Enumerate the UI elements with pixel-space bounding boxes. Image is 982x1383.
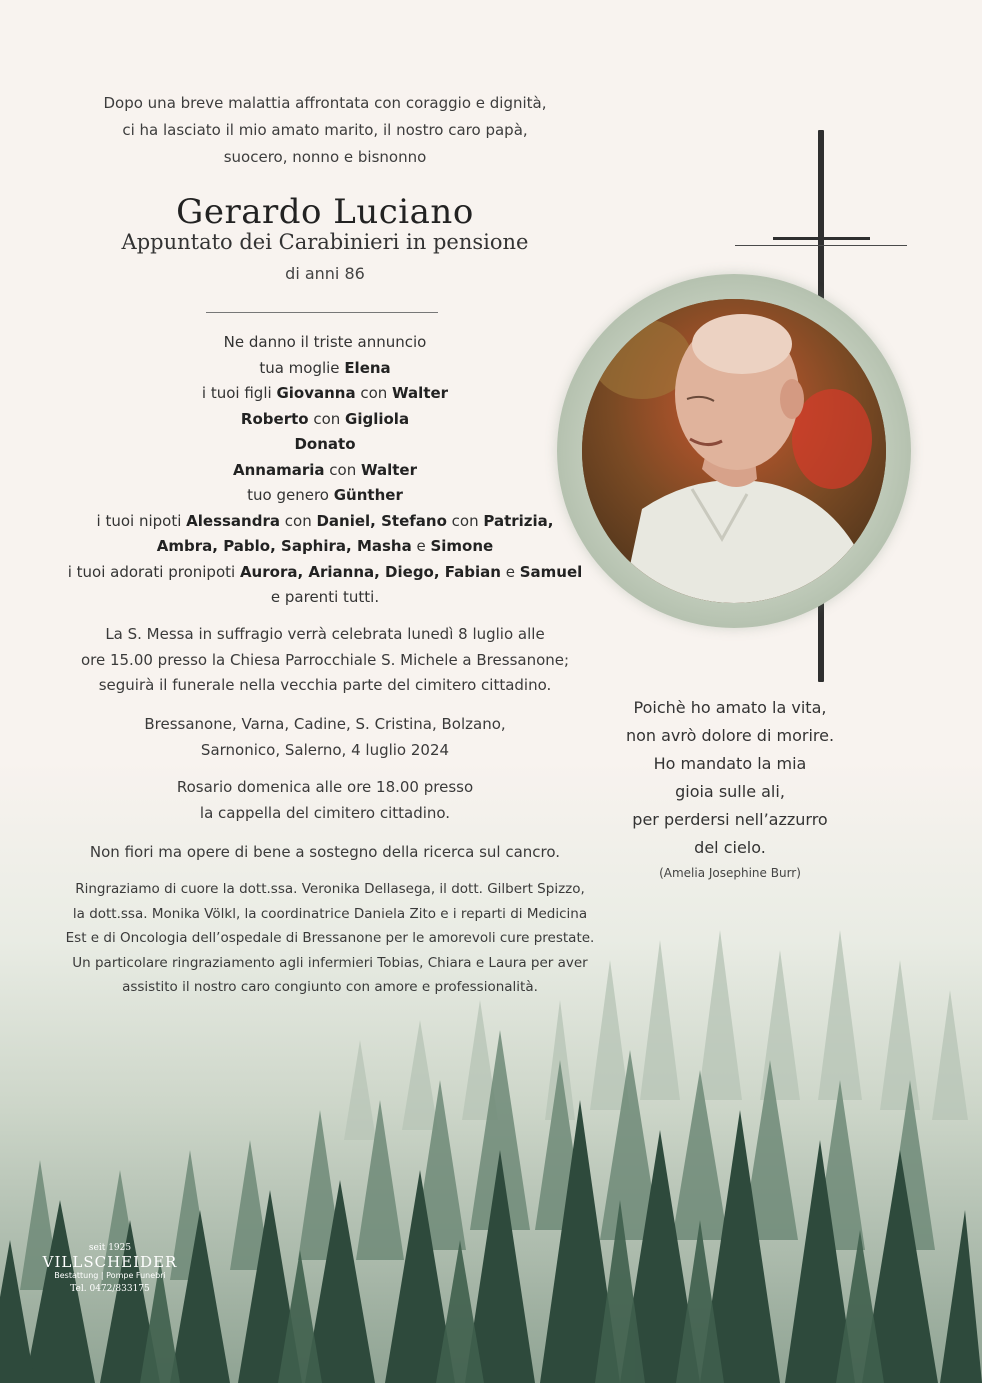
poem-line: per perdersi nell’azzurro xyxy=(632,810,828,829)
poem-author: (Amelia Josephine Burr) xyxy=(659,866,801,880)
rosary-line: Rosario domenica alle ore 18.00 presso xyxy=(176,778,474,796)
family-line: i tuoi adorati pronipoti Aurora, Arianna, Diego, Fabian e Samuel xyxy=(67,562,583,581)
cross-horizontal-line xyxy=(735,245,907,246)
intro-text xyxy=(80,90,570,171)
thanks-line: Ringraziamo di cuore la dott.ssa. Veronika Dellasega, il dott. Gilbert Spizzo, xyxy=(75,881,585,897)
family-line: tuo genero Günther xyxy=(247,486,403,504)
family-line: Roberto con Gigliola xyxy=(240,409,410,428)
family-line: e parenti tutti. xyxy=(270,588,380,606)
poem-line: del cielo. xyxy=(694,838,766,857)
thanks-line: la dott.ssa. Monika Völkl, la coordinatrice Daniela Zito e i reparti di Medicina xyxy=(72,905,588,922)
deceased-title: Appuntato dei Carabinieri in pensione xyxy=(121,230,529,254)
mass-info xyxy=(60,622,590,699)
intro-line: ci ha lasciato il mio amato marito, il nostro caro papà, xyxy=(122,121,528,139)
funeral-home-logo xyxy=(40,1243,180,1294)
family-line: Donato xyxy=(294,435,356,453)
flowers-note: Non fiori ma opere di bene a sostegno della ricerca sul cancro. xyxy=(89,843,561,861)
family-line: i tuoi nipoti Alessandra con Daniel, Stefano con Patrizia, xyxy=(96,511,554,530)
family-line: Ambra, Pablo, Saphira, Masha e Simone xyxy=(156,537,494,555)
thanks-line: Est e di Oncologia dell’ospedale di Bressanone per le amorevoli cure prestate. xyxy=(65,930,595,946)
logo-since: seit 1925 xyxy=(88,1243,132,1253)
cross-horizontal-beam xyxy=(773,237,870,240)
thanks-line: Un particolare ringraziamento agli infermieri Tobias, Chiara e Laura per aver xyxy=(72,954,588,971)
family-announcement xyxy=(60,330,590,611)
thanks-text xyxy=(60,877,600,1000)
thanks-line: assistito il nostro caro congiunto con amore e professionalità. xyxy=(122,979,538,995)
family-line: Annamaria con Walter xyxy=(233,460,417,479)
poem-line: gioia sulle ali, xyxy=(675,782,785,801)
poem-line: non avrò dolore di morire. xyxy=(625,726,835,745)
portrait-photo xyxy=(582,299,886,603)
places-line: Sarnonico, Salerno, 4 luglio 2024 xyxy=(200,740,450,759)
rosary-info xyxy=(60,775,590,826)
places-date xyxy=(60,712,590,763)
deceased-name: Gerardo Luciano xyxy=(176,192,474,232)
intro-line: suocero, nonno e bisnonno xyxy=(223,148,427,166)
deceased-age: di anni 86 xyxy=(285,264,365,283)
logo-subtitle: Bestattung | Pompe Funebri xyxy=(54,1271,166,1280)
rosary-line: la cappella del cimitero cittadino. xyxy=(199,803,451,822)
poem-line: Ho mandato la mia xyxy=(653,754,807,773)
poem xyxy=(610,694,850,862)
portrait-illustration xyxy=(582,299,886,603)
family-line: Ne danno il triste annuncio xyxy=(223,333,427,351)
mass-line: La S. Messa in suffragio verrà celebrata lunedì 8 luglio alle xyxy=(105,625,545,643)
mass-line: seguirà il funerale nella vecchia parte del cimitero cittadino. xyxy=(98,676,552,694)
poem-line: Poichè ho amato la vita, xyxy=(633,698,827,717)
family-line: i tuoi figli Giovanna con Walter xyxy=(201,384,449,402)
divider-line xyxy=(206,312,438,313)
intro-line: Dopo una breve malattia affrontata con coraggio e dignità, xyxy=(103,94,547,112)
logo-phone: Tel. 0472/833175 xyxy=(70,1284,150,1294)
family-line: tua moglie Elena xyxy=(259,358,391,377)
places-line: Bressanone, Varna, Cadine, S. Cristina, Bolzano, xyxy=(144,715,506,733)
logo-brand: VILLSCHEIDER xyxy=(42,1253,178,1271)
mass-line: ore 15.00 presso la Chiesa Parrocchiale S. Michele a Bressanone; xyxy=(80,650,570,669)
